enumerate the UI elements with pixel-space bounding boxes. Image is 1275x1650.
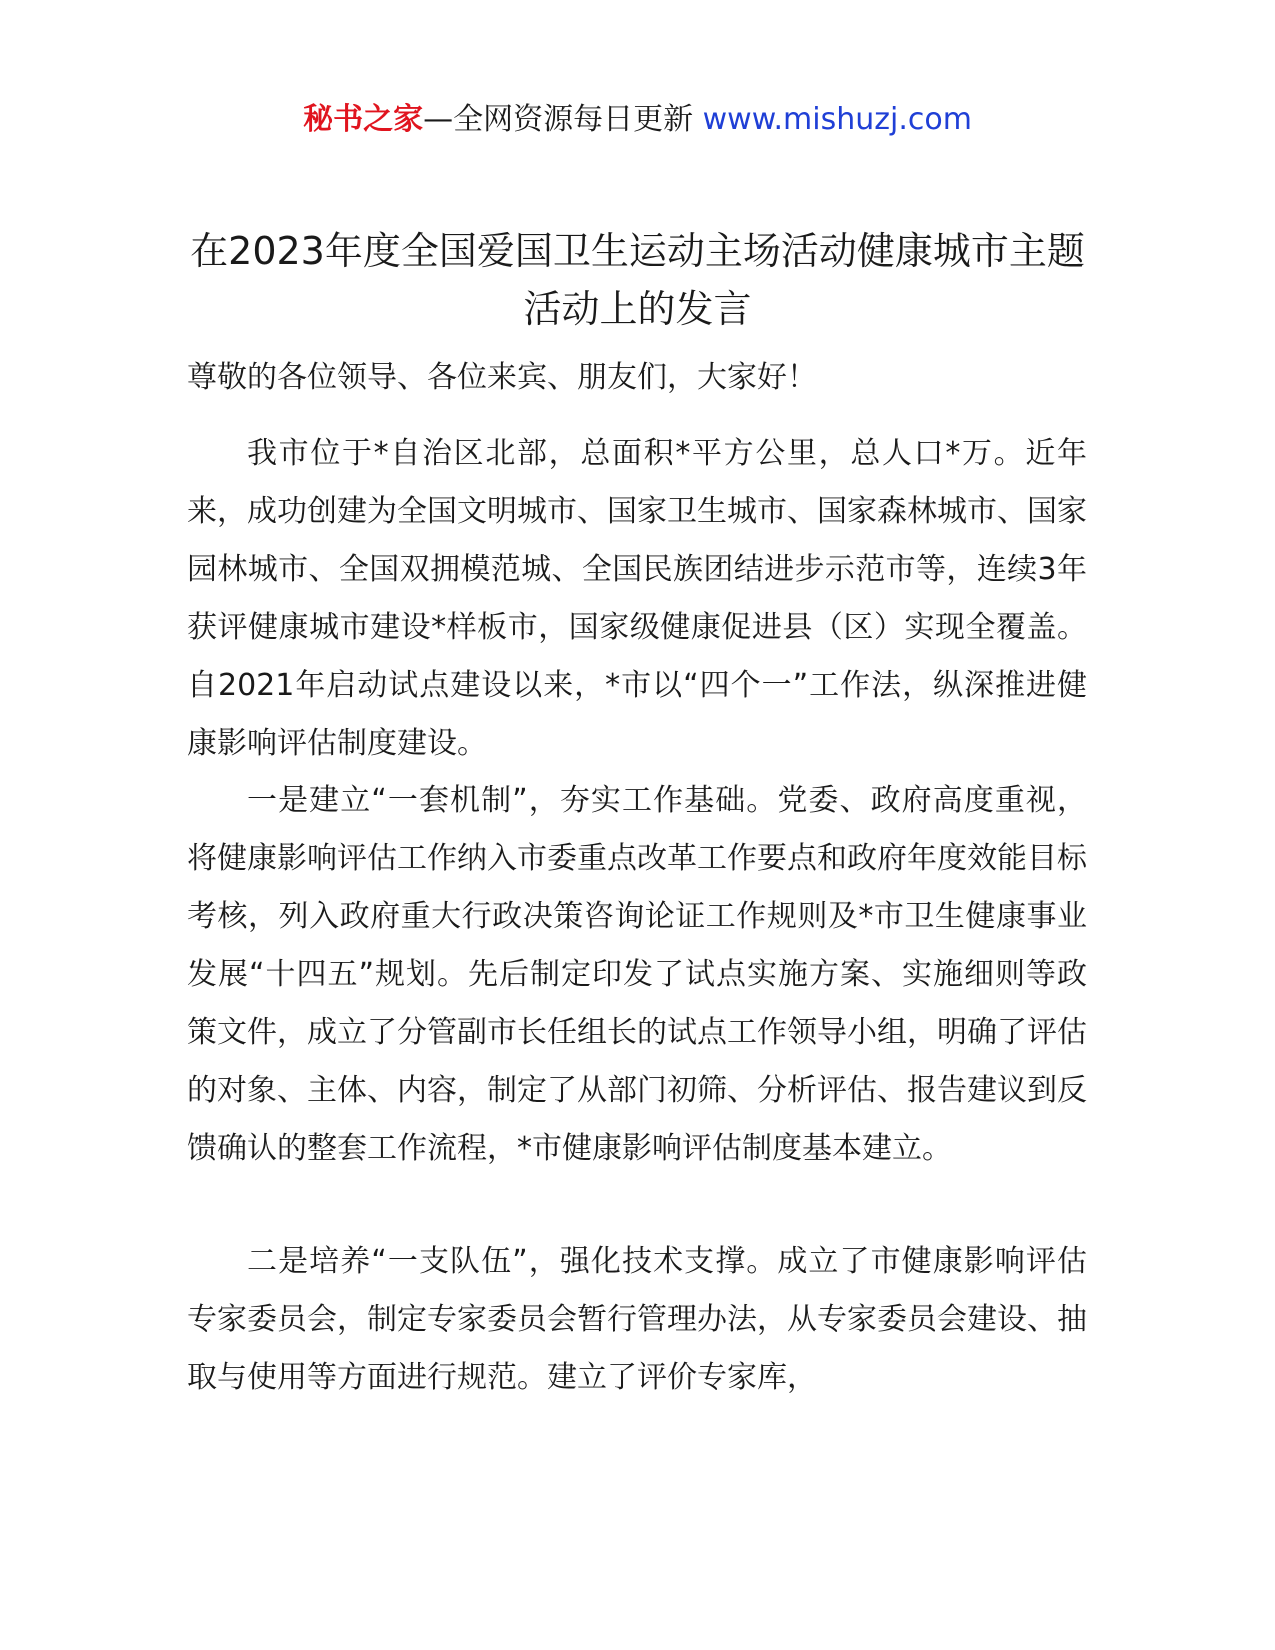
site-url-link[interactable]: www.mishuzj.com [702, 102, 972, 137]
header-slogan: —全网资源每日更新 [423, 102, 694, 137]
body-paragraph: 我市位于*自治区北部，总面积*平方公里，总人口*万。近年来，成功创建为全国文明城市、国家卫生城市、国家森林城市、国家园林城市、全国双拥模范城、全国民族团结进步示范市等，连续3年获评健康城市建设*样板市，国家级健康促进县（区）实现全覆盖。自2021年启动试点建设以来，*市以“四个一”工作法，纵深推进健康影响评估制度建设。 [187, 436, 1087, 761]
document-title: 在2023年度全国爱国卫生运动主场活动健康城市主题活动上的发言 [190, 229, 1085, 331]
body-paragraph: 一是建立“一套机制”，夯实工作基础。党委、政府高度重视，将健康影响评估工作纳入市委重点改革工作要点和政府年度效能目标考核，列入政府重大行政决策咨询论证工作规则及*市卫生健康事业发展“十四五”规划。先后制定印发了试点实施方案、实施细则等政策文件，成立了分管副市长任组长的试点工作领导小组，明确了评估的对象、主体、内容，制定了从部门初筛、分析评估、报告建议到反馈确认的整套工作流程，*市健康影响评估制度基本建立。 [187, 783, 1087, 1166]
brand-name: 秘书之家 [303, 102, 424, 137]
body-paragraph: 二是培养“一支队伍”，强化技术支撑。成立了市健康影响评估专家委员会，制定专家委员会暂行管理办法，从专家委员会建设、抽取与使用等方面进行规范。建立了评价专家库， [187, 1244, 1087, 1395]
site-header [0, 100, 1275, 140]
salutation: 尊敬的各位领导、各位来宾、朋友们，大家好！ [187, 360, 817, 395]
